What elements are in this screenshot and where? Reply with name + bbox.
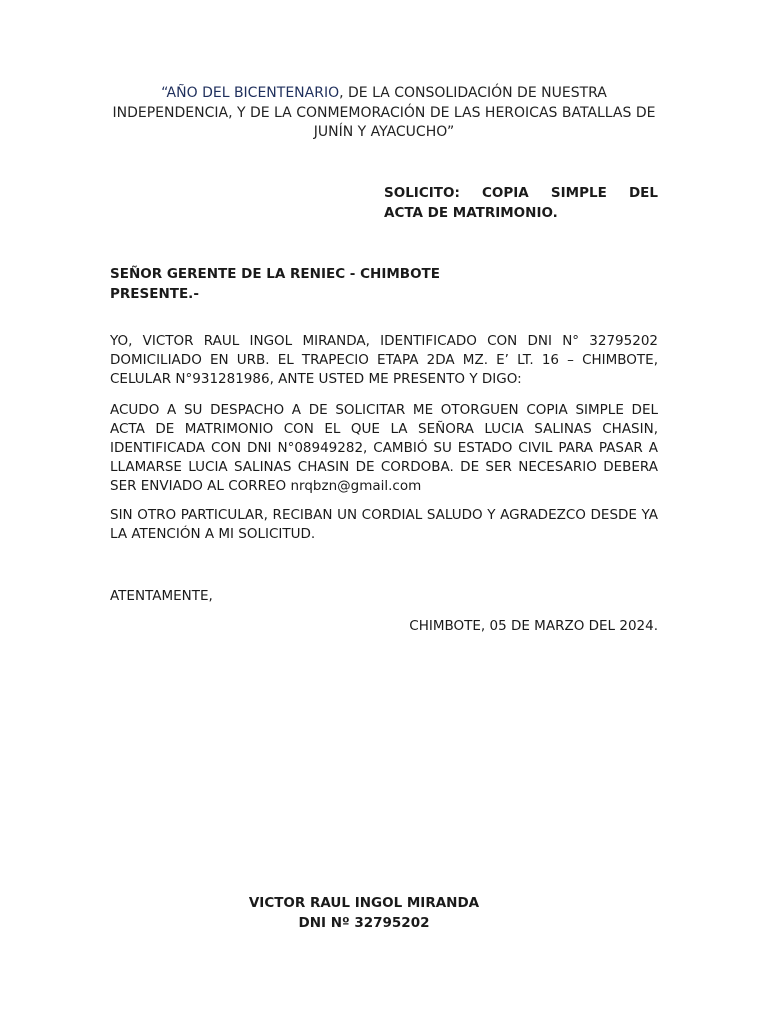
subject-line-2: ACTA DE MATRIMONIO. — [384, 205, 558, 221]
signature-block — [110, 894, 618, 933]
subject-word-2: COPIA — [482, 185, 529, 201]
body-paragraph-identification: YO, VICTOR RAUL INGOL MIRANDA, IDENTIFICADO CON DNI N° 32795202 DOMICILIADO EN URB. EL TRAPECIO ETAPA 2DA MZ. E’ LT. 16 – CHIMBOTE, CELULAR N°931281986, ANTE USTED ME PRESENTO Y DIGO: — [110, 333, 658, 387]
subject-block — [384, 183, 658, 223]
body-paragraph-closing: SIN OTRO PARTICULAR, RECIBAN UN CORDIAL SALUDO Y AGRADEZCO DESDE YA LA ATENCIÓN A MI SOLICITUD. — [110, 507, 658, 542]
closing-salutation: ATENTAMENTE, — [110, 588, 213, 604]
year-heading — [110, 84, 658, 143]
subject-word-1: SOLICITO: — [384, 185, 460, 201]
addressee-line-1: SEÑOR GERENTE DE LA RENIEC - CHIMBOTE — [110, 266, 440, 282]
place-date: CHIMBOTE, 05 DE MARZO DEL 2024. — [409, 618, 658, 634]
signature-dni: DNI Nº 32795202 — [298, 914, 430, 931]
subject-word-3: SIMPLE — [550, 185, 607, 201]
subject-line-1 — [384, 183, 658, 203]
document-page — [110, 0, 658, 1024]
subject-word-4: DEL — [628, 185, 658, 201]
year-heading-highlight: “AÑO DEL BICENTENARIO — [161, 85, 340, 101]
body-paragraph-request: ACUDO A SU DESPACHO A DE SOLICITAR ME OTORGUEN COPIA SIMPLE DEL ACTA DE MATRIMONIO CON EL QUE LA SEÑORA LUCIA SALINAS CHASIN, IDENTIFICADA CON DNI N°08949282, CAMBIÓ SU ESTADO CIVIL PARA PASAR A LLAMARSE LUCIA SALINAS CHASIN DE CORDOBA. DE SER NECESARIO DEBERA SER ENVIADO AL CORREO nrqbzn@gmail.com — [110, 402, 658, 494]
year-heading-rest: , DE LA CONSOLIDACIÓN DE NUESTRA INDEPENDENCIA, Y DE LA CONMEMORACIÓN DE LAS HEROICAS BATALLAS DE JUNÍN Y AYACUCHO” — [112, 85, 656, 140]
addressee-block — [110, 265, 440, 304]
addressee-line-2: PRESENTE.- — [110, 285, 199, 302]
signature-name: VICTOR RAUL INGOL MIRANDA — [248, 895, 480, 911]
